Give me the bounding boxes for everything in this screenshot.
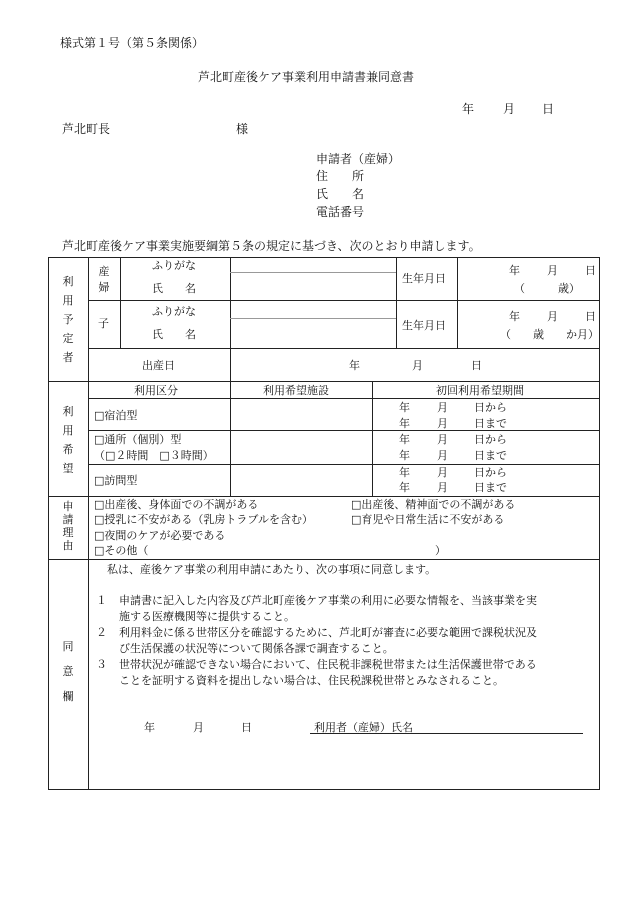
mother-label: 産 婦: [98, 265, 110, 294]
mother-birth-label: 生年月日: [402, 272, 446, 285]
applicant-heading: 申請者（産婦）: [316, 152, 401, 166]
child-birth-label: 生年月日: [402, 319, 446, 332]
child-label: 子: [98, 317, 109, 330]
child-furigana-label: ふりがな: [152, 305, 196, 318]
signer-label: 利用者（産婦）氏名: [314, 721, 413, 734]
reason-other-close: ）: [435, 544, 446, 557]
address-label: 住 所: [316, 169, 365, 183]
reason-childcare: □育児や日常生活に不安がある: [351, 513, 505, 526]
mother-furigana-label: ふりがな: [152, 259, 196, 272]
delivery-label: 出産日: [142, 359, 175, 372]
reason-night-care: □夜間のケアが必要である: [94, 529, 226, 542]
reason-breastfeeding: □授乳に不安がある（乳房トラブルを含む）: [94, 513, 313, 526]
intro-statement: 芦北町産後ケア事業実施要綱第５条の規定に基づき、次のとおり申請します。: [62, 239, 481, 253]
col-header-facility: 利用希望施設: [263, 384, 329, 397]
name-label: 氏 名: [316, 187, 365, 201]
reason-physical: □出産後、身体面での不調がある: [94, 498, 259, 511]
reason-other: □その他（: [94, 544, 149, 557]
child-name-label: 氏 名: [152, 328, 196, 341]
addressee-name: 芦北町長: [62, 122, 111, 136]
reason-mental: □出産後、精神面での不調がある: [351, 498, 516, 511]
col-header-period: 初回利用希望期間: [436, 384, 524, 397]
section-label-planned: 利 用 予 定 者: [62, 275, 74, 364]
usage-type-visit: □訪問型: [94, 474, 138, 487]
section-label-reason: 申 請 理 由: [62, 500, 74, 552]
usage-type-stay: □宿泊型: [94, 409, 138, 422]
section-label-consent: 同 意 欄: [62, 640, 74, 703]
form-number: 様式第１号（第５条関係）: [60, 36, 205, 50]
addressee-honorific: 様: [236, 122, 249, 136]
usage-type-daycare-hours: （□２時間 □３時間）: [94, 449, 214, 462]
usage-type-daycare: □通所（個別）型: [94, 433, 182, 446]
consent-intro: 私は、産後ケア事業の利用申請にあたり、次の事項に同意します。: [107, 563, 437, 576]
mother-name-label: 氏 名: [152, 282, 196, 295]
col-header-type: 利用区分: [134, 384, 178, 397]
phone-label: 電話番号: [316, 205, 365, 219]
page-title: 芦北町産後ケア事業利用申請書兼同意書: [198, 70, 415, 84]
section-label-usage: 利 用 希 望: [62, 405, 74, 475]
